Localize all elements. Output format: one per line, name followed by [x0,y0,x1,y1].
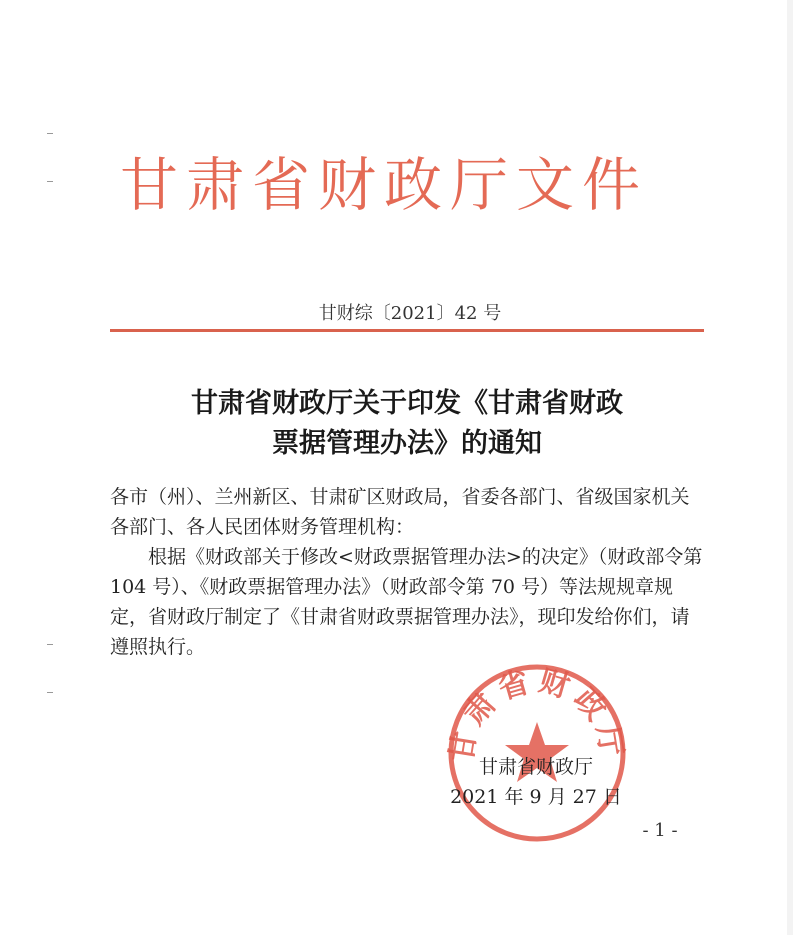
issue-date: 2021 年 9 月 27 日 [450,786,622,808]
red-divider-line [110,329,704,332]
notice-title [110,384,704,464]
salutation: 各市（州）、兰州新区、甘肃矿区财政局，省委各部门、省级国家机关各部门、各人民团体财务管理机构： [110,486,690,538]
seal-text: 甘肃省财政厅 [444,663,630,765]
margin-mark [47,644,53,645]
page-edge [787,0,793,935]
margin-mark [47,692,53,693]
document-number: 甘财综〔2021〕42 号 [318,303,502,324]
notice-title-line-2: 票据管理办法》的通知 [272,428,542,459]
margin-mark [47,133,53,134]
margin-mark [47,181,53,182]
body-paragraph: 根据《财政部关于修改<财政票据管理办法>的决定》（财政部令第 104 号）、《财政票据管理办法》（财政部令第 70 号）等法规规章规定，省财政厅制定了《甘肃省财政票据管理办法》，现印发给你们，请遵照执行。 [110,546,703,658]
document-header-title: 甘肃省财政厅文件 [120,151,649,219]
page-number: - 1 - [642,820,678,841]
issuer-name: 甘肃省财政厅 [478,756,593,778]
notice-title-line-1: 甘肃省财政厅关于印发《甘肃省财政 [191,388,623,419]
notice-body [110,482,704,662]
